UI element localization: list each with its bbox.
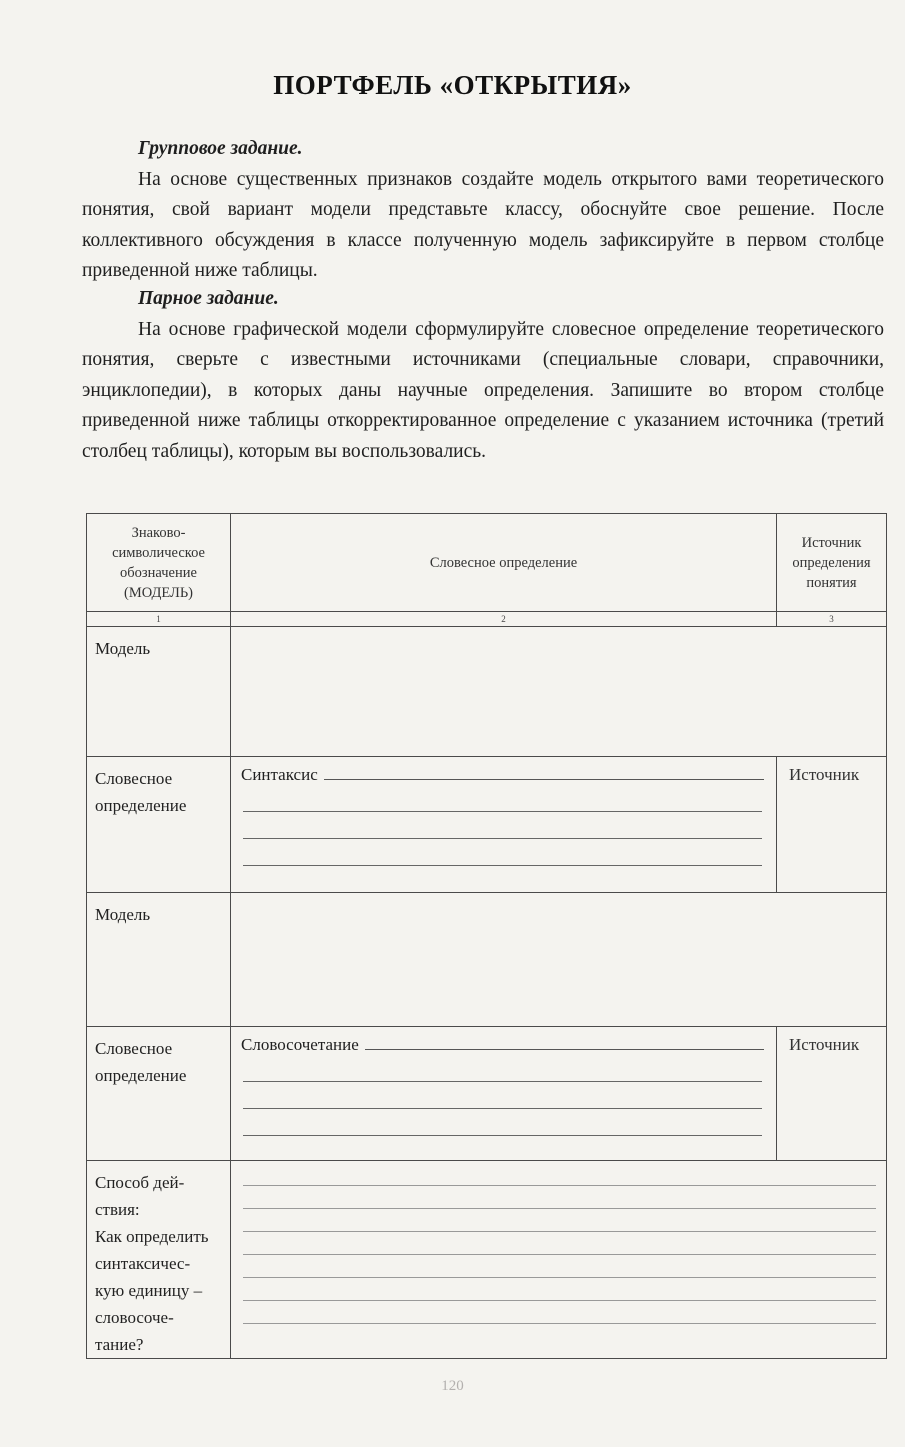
term-label: Синтаксис bbox=[241, 765, 318, 784]
table-row bbox=[87, 1027, 887, 1161]
source-cell[interactable]: Источник bbox=[777, 1027, 887, 1161]
pair-task-text: На основе графической модели сформулируйте словесное определение теоретического понятия, сверьте с известными источниками (специальные словари, справочники, энциклопедии), в которых даны научные определения. Запишите во втором столбце приведенной ниже таблицы откорректированное определение с указанием источника (третий столбец таблицы), которым вы воспользовались. bbox=[82, 318, 884, 462]
writing-line[interactable] bbox=[243, 1232, 876, 1255]
writing-line[interactable] bbox=[243, 785, 762, 812]
group-task-heading: Групповое задание. bbox=[138, 138, 303, 159]
col-number-3: 3 bbox=[777, 612, 887, 627]
group-task-text: На основе существенных признаков создайте модель открытого вами теоретического понятия, свой вариант модели представьте классу, обоснуйте свое решение. После коллективного обсуждения в классе полученную модель зафиксируйте в первом столбце приведенной ниже таблицы. bbox=[82, 168, 884, 281]
table-row bbox=[87, 627, 887, 757]
col-header-definition: Словесное определение bbox=[231, 514, 777, 612]
table-row bbox=[87, 893, 887, 1027]
definition-line-1[interactable] bbox=[231, 1029, 776, 1055]
row-label: Словесное определение bbox=[87, 757, 231, 893]
table-row bbox=[87, 757, 887, 893]
col-header-model: Знаково-символическое обозначение (МОДЕЛЬ) bbox=[87, 514, 231, 612]
writing-line[interactable] bbox=[243, 1186, 876, 1209]
row-label: Словесное определение bbox=[87, 1027, 231, 1161]
row-label: Модель bbox=[87, 627, 231, 757]
table-row bbox=[87, 1161, 887, 1359]
col-number-2: 2 bbox=[231, 612, 777, 627]
method-line: ствия: bbox=[95, 1200, 140, 1219]
writing-line[interactable] bbox=[243, 1209, 876, 1232]
method-answer-area bbox=[231, 1161, 887, 1359]
page-number: 120 bbox=[441, 1378, 464, 1394]
pair-task bbox=[82, 284, 884, 467]
method-line: Как определить bbox=[95, 1227, 209, 1246]
method-line: Способ дей- bbox=[95, 1173, 185, 1192]
row-label bbox=[87, 1161, 231, 1359]
page-title: ПОРТФЕЛЬ «ОТКРЫТИЯ» bbox=[273, 70, 632, 100]
writing-line[interactable] bbox=[243, 812, 762, 839]
definition-cell-1 bbox=[231, 757, 777, 893]
definition-line-1[interactable] bbox=[231, 759, 776, 785]
table-header-row bbox=[87, 514, 887, 612]
source-cell[interactable]: Источник bbox=[777, 757, 887, 893]
term-label: Словосочетание bbox=[241, 1035, 359, 1054]
worksheet-table bbox=[86, 513, 887, 1359]
writing-line[interactable] bbox=[243, 1082, 762, 1109]
writing-line[interactable] bbox=[243, 839, 762, 866]
model-drawing-area-2[interactable] bbox=[231, 893, 887, 1027]
writing-line[interactable] bbox=[243, 1255, 876, 1278]
col-header-source: Источник определения понятия bbox=[777, 514, 887, 612]
table-number-row bbox=[87, 612, 887, 627]
pair-task-heading: Парное задание. bbox=[138, 288, 279, 309]
group-task bbox=[82, 134, 884, 287]
writing-line[interactable] bbox=[243, 1109, 762, 1136]
model-drawing-area-1[interactable] bbox=[231, 627, 887, 757]
writing-line[interactable] bbox=[243, 1278, 876, 1301]
col-number-1: 1 bbox=[87, 612, 231, 627]
writing-line[interactable] bbox=[243, 1301, 876, 1324]
writing-line[interactable] bbox=[243, 1163, 876, 1186]
writing-line[interactable] bbox=[243, 1055, 762, 1082]
method-line: кую единицу – bbox=[95, 1281, 203, 1300]
row-label: Модель bbox=[87, 893, 231, 1027]
method-line: словосоче- bbox=[95, 1308, 174, 1327]
method-line: синтаксичес- bbox=[95, 1254, 191, 1273]
definition-cell-2 bbox=[231, 1027, 777, 1161]
method-line: тание? bbox=[95, 1335, 144, 1354]
